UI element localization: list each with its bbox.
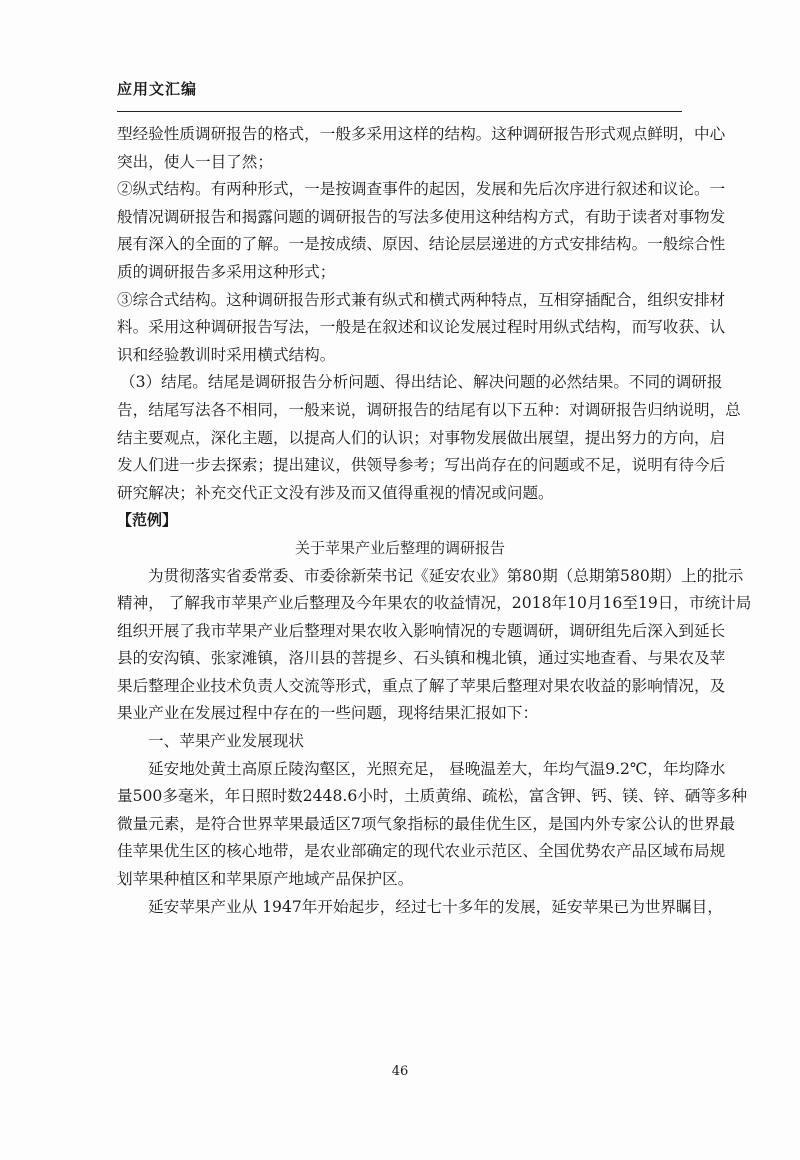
text-line: 为贯彻落实省委常委、市委徐新荣书记《延安农业》第80期（总期第580期）上的批示: [148, 566, 744, 585]
text-line: 质的调研报告多采用这种形式；: [117, 262, 336, 281]
text-line: 佳苹果优生区的核心地带，是农业部确定的现代农业示范区、全国优势农产品区域布局规: [117, 842, 726, 861]
text-line: 组织开展了我市苹果产业后整理对果农收入影响情况的专题调研，调研组先后深入到延长: [117, 621, 726, 640]
text-line: 延安苹果产业从 1947年开始起步，经过七十多年的发展，延安苹果已为世界瞩目，: [148, 897, 723, 916]
example-section-label: 【范例】: [117, 511, 178, 530]
text-line: 果业产业在发展过程中存在的一些问题，现将结果汇报如下：: [117, 704, 539, 723]
text-line: 料。采用这种调研报告写法，一般是在叙述和议论发展过程时用纵式结构，而写收获、认: [117, 318, 726, 337]
text-line: 展有深入的全面的了解。一是按成绩、原因、结论层层递进的方式安排结构。一般综合性: [117, 235, 726, 254]
text-line: （3）结尾。结尾是调研报告分析问题、得出结论、解决问题的必然结果。不同的调研报: [120, 373, 723, 392]
report-title: 关于苹果产业后整理的调研报告: [294, 538, 505, 557]
text-line: 突出，使人一目了然；: [117, 152, 273, 171]
text-line: ③综合式结构。这种调研报告形式兼有纵式和横式两种特点，互相穿插配合，组织安排材: [117, 290, 726, 309]
text-line: 精神， 了解我市苹果产业后整理及今年果农的收益情况，2018年10月16至19日，市统计局: [117, 594, 752, 613]
text-line: 延安地处黄土高原丘陵沟壑区，光照充足， 昼晚温差大，年均气温9.2℃，年均降水: [148, 759, 726, 778]
text-line: 果后整理企业技术负责人交流等形式，重点了解了苹果后整理对果农收益的影响情况，及: [117, 676, 726, 695]
text-line: 微量元素，是符合世界苹果最适区7项气象指标的最佳优生区，是国内外专家公认的世界最: [117, 814, 736, 833]
text-line: 告，结尾写法各不相同，一般来说，调研报告的结尾有以下五种：对调研报告归纳说明，总: [117, 400, 741, 419]
text-line: 发人们进一步去探索；提出建议，供领导参考；写出尚存在的问题或不足，说明有待今后: [117, 456, 726, 475]
text-line: 型经验性质调研报告的格式，一般多采用这样的结构。这种调研报告形式观点鲜明，中心: [117, 125, 726, 143]
text-line: 研究解决；补充交代正文没有涉及而又值得重视的情况或问题。: [117, 483, 554, 502]
text-line: 量500多毫米，年日照时数2448.6小时，土质黄绵、疏松，富含钾、钙、镁、锌、硒等多种: [117, 787, 748, 806]
text-line: 县的安沟镇、张家滩镇，洛川县的菩提乡、石头镇和槐北镇，通过实地查看、与果农及苹: [117, 649, 726, 668]
text-line: 般情况调研报告和揭露问题的调研报告的写法多使用这种结构方式，有助于读者对事物发: [117, 207, 726, 226]
text-line: ②纵式结构。有两种形式，一是按调查事件的起因，发展和先后次序进行叙述和议论。一: [117, 180, 726, 199]
text-line: 结主要观点，深化主题，以提高人们的认识；对事物发展做出展望，提出努力的方向，启: [117, 428, 726, 447]
body-text: [117, 121, 752, 921]
text-line: 识和经验教训时采用横式结构。: [117, 345, 336, 364]
page-number: 46: [391, 1064, 409, 1079]
header-divider: [117, 111, 682, 112]
text-line: 一、苹果产业发展现状: [148, 732, 304, 751]
text-line: 划苹果种植区和苹果原产地域产品保护区。: [117, 870, 414, 889]
running-header: 应用文汇编: [117, 80, 198, 98]
